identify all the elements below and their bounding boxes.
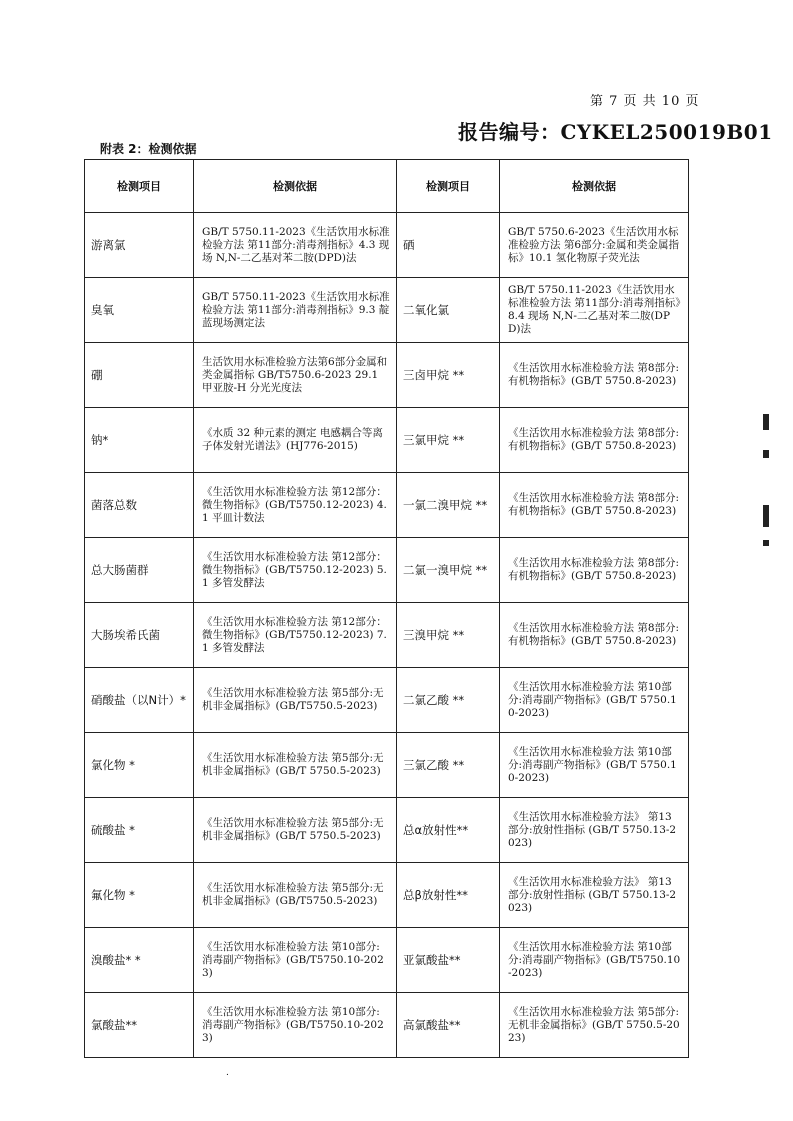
test-basis-cell: 《生活饮用水标准检验方法 第5部分:无机非金属指标》(GB/T 5750.5-2023) — [500, 993, 689, 1058]
test-basis-cell: 《生活饮用水标准检验方法 第12部分：微生物指标》(GB/T5750.12-2023) 4.1 平皿计数法 — [194, 473, 397, 538]
test-basis-cell: 《生活饮用水标准检验方法 第8部分:有机物指标》(GB/T 5750.8-2023) — [500, 473, 689, 538]
test-item-cell: 二氯一溴甲烷 ** — [397, 538, 500, 603]
table-header-row — [85, 160, 689, 213]
scan-edge-mark — [763, 414, 769, 430]
scan-edge-mark — [763, 540, 769, 546]
table-row — [85, 668, 689, 733]
test-basis-cell: GB/T 5750.6-2023《生活饮用水标准检验方法 第6部分:金属和类金属指标》10.1 氢化物原子荧光法 — [500, 213, 689, 278]
test-basis-cell: GB/T 5750.11-2023《生活饮用水标准检验方法 第11部分:消毒剂指标》9.3 靛蓝现场测定法 — [194, 278, 397, 343]
table-row — [85, 798, 689, 863]
test-item-cell: 氯酸盐** — [85, 993, 194, 1058]
table-row — [85, 993, 689, 1058]
test-item-cell: 大肠埃希氏菌 — [85, 603, 194, 668]
test-basis-cell: 《生活饮用水标准检验方法 第10部分:消毒副产物指标》(GB/T5750.10-2023) — [194, 928, 397, 993]
table-row — [85, 213, 689, 278]
test-item-cell: 氟化物 * — [85, 863, 194, 928]
table-row — [85, 343, 689, 408]
test-item-cell: 二氯乙酸 ** — [397, 668, 500, 733]
test-item-cell: 一氯二溴甲烷 ** — [397, 473, 500, 538]
test-basis-cell: 《生活饮用水标准检验方法》 第13部分:放射性指标 (GB/T 5750.13-2023) — [500, 798, 689, 863]
test-basis-cell: 《生活饮用水标准检验方法 第8部分:有机物指标》(GB/T 5750.8-2023) — [500, 408, 689, 473]
test-item-cell: 三卤甲烷 ** — [397, 343, 500, 408]
table-row — [85, 538, 689, 603]
test-basis-cell: 《生活饮用水标准检验方法》 第13部分:放射性指标 (GB/T 5750.13-2023) — [500, 863, 689, 928]
scan-edge-mark — [763, 505, 769, 527]
table-row — [85, 863, 689, 928]
scan-edge-mark — [763, 450, 769, 458]
test-basis-cell: 《生活饮用水标准检验方法 第8部分:有机物指标》(GB/T 5750.8-2023) — [500, 603, 689, 668]
test-item-cell: 三氯甲烷 ** — [397, 408, 500, 473]
test-basis-cell: 《生活饮用水标准检验方法 第8部分:有机物指标》(GB/T 5750.8-2023) — [500, 538, 689, 603]
test-item-cell: 钠* — [85, 408, 194, 473]
test-basis-table — [84, 159, 689, 1058]
test-basis-cell: 《生活饮用水标准检验方法 第12部分：微生物指标》(GB/T5750.12-2023) 7.1 多管发酵法 — [194, 603, 397, 668]
test-item-cell: 游离氯 — [85, 213, 194, 278]
test-basis-cell: 《生活饮用水标准检验方法 第5部分:无机非金属指标》(GB/T 5750.5-2023) — [194, 733, 397, 798]
test-basis-cell: 《生活饮用水标准检验方法 第10部分:消毒副产物指标》(GB/T 5750.10-2023) — [500, 668, 689, 733]
test-item-cell: 三溴甲烷 ** — [397, 603, 500, 668]
test-basis-cell: 《生活饮用水标准检验方法 第8部分:有机物指标》(GB/T 5750.8-2023) — [500, 343, 689, 408]
column-header: 检测项目 — [85, 160, 194, 213]
test-item-cell: 菌落总数 — [85, 473, 194, 538]
test-basis-cell: 《生活饮用水标准检验方法 第10部分:消毒副产物指标》(GB/T5750.10-2023) — [500, 928, 689, 993]
test-item-cell: 硼 — [85, 343, 194, 408]
test-item-cell: 溴酸盐* * — [85, 928, 194, 993]
test-item-cell: 硝酸盐（以N计）* — [85, 668, 194, 733]
test-item-cell: 总大肠菌群 — [85, 538, 194, 603]
test-basis-cell: 《水质 32 种元素的测定 电感耦合等离子体发射光谱法》(HJ776-2015) — [194, 408, 397, 473]
test-item-cell: 二氧化氯 — [397, 278, 500, 343]
test-item-cell: 氯化物 * — [85, 733, 194, 798]
table-row — [85, 473, 689, 538]
footer-mark: . — [226, 1068, 229, 1078]
test-basis-cell: GB/T 5750.11-2023《生活饮用水标准检验方法 第11部分:消毒剂指标》8.4 现场 N,N-二乙基对苯二胺(DPD)法 — [500, 278, 689, 343]
report-number: 报告编号：CYKEL250019B01 — [458, 120, 773, 144]
test-item-cell: 亚氯酸盐** — [397, 928, 500, 993]
table-row — [85, 733, 689, 798]
test-basis-cell: 《生活饮用水标准检验方法 第5部分:无机非金属指标》(GB/T5750.5-2023) — [194, 863, 397, 928]
test-basis-cell: 《生活饮用水标准检验方法 第5部分:无机非金属指标》(GB/T 5750.5-2023) — [194, 798, 397, 863]
table-row — [85, 603, 689, 668]
page-number: 第 7 页 共 10 页 — [590, 94, 700, 109]
test-basis-cell: 《生活饮用水标准检验方法 第5部分:无机非金属指标》(GB/T5750.5-2023) — [194, 668, 397, 733]
test-basis-cell: 生活饮用水标准检验方法第6部分金属和类金属指标 GB/T5750.6-2023 29.1 甲亚胺-H 分光光度法 — [194, 343, 397, 408]
test-item-cell: 硒 — [397, 213, 500, 278]
table-row — [85, 408, 689, 473]
table-row — [85, 278, 689, 343]
test-basis-cell: 《生活饮用水标准检验方法 第10部分:消毒副产物指标》(GB/T5750.10-2023) — [194, 993, 397, 1058]
test-item-cell: 总α放射性** — [397, 798, 500, 863]
test-item-cell: 三氯乙酸 ** — [397, 733, 500, 798]
test-basis-cell: 《生活饮用水标准检验方法 第12部分：微生物指标》(GB/T5750.12-2023) 5.1 多管发酵法 — [194, 538, 397, 603]
column-header: 检测依据 — [194, 160, 397, 213]
test-basis-cell: 《生活饮用水标准检验方法 第10部分:消毒副产物指标》(GB/T 5750.10-2023) — [500, 733, 689, 798]
test-item-cell: 高氯酸盐** — [397, 993, 500, 1058]
test-basis-cell: GB/T 5750.11-2023《生活饮用水标准检验方法 第11部分:消毒剂指标》4.3 现场 N,N-二乙基对苯二胺(DPD)法 — [194, 213, 397, 278]
column-header: 检测项目 — [397, 160, 500, 213]
table-row — [85, 928, 689, 993]
column-header: 检测依据 — [500, 160, 689, 213]
test-item-cell: 臭氧 — [85, 278, 194, 343]
test-item-cell: 总β放射性** — [397, 863, 500, 928]
annex-title: 附表 2：检测依据 — [100, 142, 197, 156]
test-item-cell: 硫酸盐 * — [85, 798, 194, 863]
